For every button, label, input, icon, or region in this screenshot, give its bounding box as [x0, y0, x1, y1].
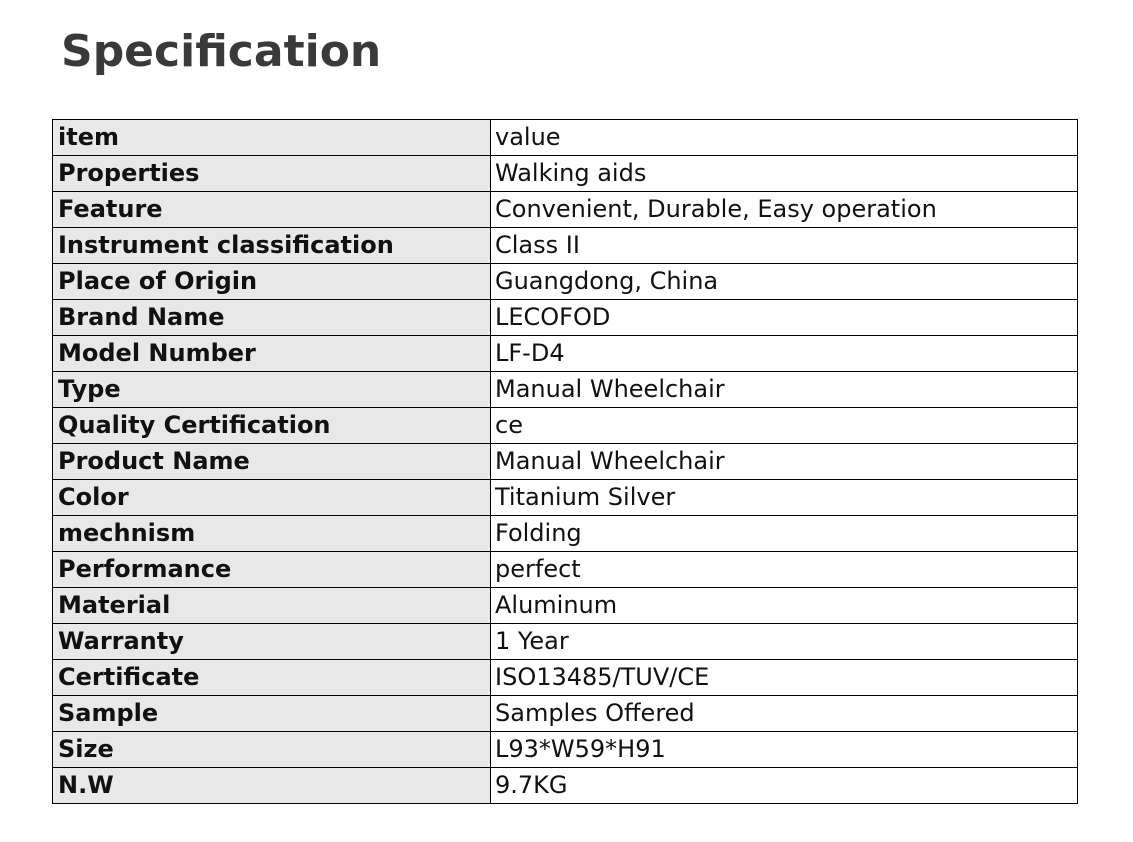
value-cell: Manual Wheelchair	[491, 372, 1078, 408]
item-cell: Quality Certification	[53, 408, 491, 444]
specification-table-body	[53, 120, 1078, 804]
item-cell: Product Name	[53, 444, 491, 480]
value-cell: Guangdong, China	[491, 264, 1078, 300]
table-row	[53, 192, 1078, 228]
table-row	[53, 228, 1078, 264]
specification-table	[52, 119, 1078, 804]
value-cell: Aluminum	[491, 588, 1078, 624]
item-cell: Certificate	[53, 660, 491, 696]
table-row	[53, 444, 1078, 480]
item-cell: Performance	[53, 552, 491, 588]
table-row	[53, 480, 1078, 516]
value-cell: LF-D4	[491, 336, 1078, 372]
table-row	[53, 372, 1078, 408]
item-cell: Color	[53, 480, 491, 516]
value-cell: L93*W59*H91	[491, 732, 1078, 768]
table-row	[53, 336, 1078, 372]
item-cell: Type	[53, 372, 491, 408]
item-cell: Instrument classification	[53, 228, 491, 264]
value-cell: LECOFOD	[491, 300, 1078, 336]
value-cell: Walking aids	[491, 156, 1078, 192]
item-cell: item	[53, 120, 491, 156]
value-cell: value	[491, 120, 1078, 156]
value-cell: Class II	[491, 228, 1078, 264]
item-cell: Brand Name	[53, 300, 491, 336]
item-cell: Warranty	[53, 624, 491, 660]
item-cell: Size	[53, 732, 491, 768]
item-cell: Properties	[53, 156, 491, 192]
item-cell: Model Number	[53, 336, 491, 372]
table-row	[53, 588, 1078, 624]
item-cell: Place of Origin	[53, 264, 491, 300]
table-row	[53, 408, 1078, 444]
value-cell: 1 Year	[491, 624, 1078, 660]
value-cell: Titanium Silver	[491, 480, 1078, 516]
value-cell: Manual Wheelchair	[491, 444, 1078, 480]
item-cell: N.W	[53, 768, 491, 804]
table-row	[53, 660, 1078, 696]
table-row	[53, 156, 1078, 192]
table-row	[53, 300, 1078, 336]
table-row	[53, 120, 1078, 156]
table-row	[53, 516, 1078, 552]
value-cell: Convenient, Durable, Easy operation	[491, 192, 1078, 228]
table-row	[53, 624, 1078, 660]
table-row	[53, 552, 1078, 588]
item-cell: Feature	[53, 192, 491, 228]
table-row	[53, 768, 1078, 804]
value-cell: ce	[491, 408, 1078, 444]
value-cell: ISO13485/TUV/CE	[491, 660, 1078, 696]
value-cell: perfect	[491, 552, 1078, 588]
item-cell: Sample	[53, 696, 491, 732]
table-row	[53, 264, 1078, 300]
value-cell: Folding	[491, 516, 1078, 552]
table-row	[53, 696, 1078, 732]
value-cell: 9.7KG	[491, 768, 1078, 804]
page-title: Specification	[61, 26, 382, 77]
table-row	[53, 732, 1078, 768]
item-cell: Material	[53, 588, 491, 624]
value-cell: Samples Offered	[491, 696, 1078, 732]
item-cell: mechnism	[53, 516, 491, 552]
